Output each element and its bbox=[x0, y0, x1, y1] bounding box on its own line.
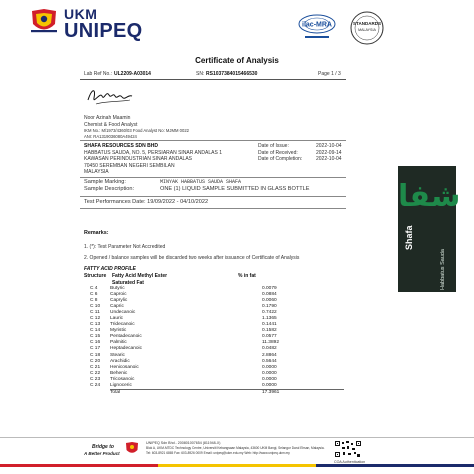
client-address-line-4: MALAYSIA bbox=[84, 169, 109, 175]
coa-authentication-qr-icon bbox=[334, 440, 362, 458]
client-address-line-3: 70450 SEREMBAN NEGERI SEMBILAN bbox=[84, 162, 175, 169]
percent-in-fat-cell: 0.0000 bbox=[262, 382, 277, 388]
date-completion-value: 2022-10-04 bbox=[316, 156, 342, 162]
structure-cell: C 18 bbox=[90, 352, 101, 358]
signatory-ikm: IKM No.: M/1973/4360/03 Food Analyst No: MJMM 0022 bbox=[84, 128, 189, 133]
divider bbox=[80, 208, 346, 209]
fatty-acid-table bbox=[82, 286, 344, 396]
remark-item-2: 2. Opened / balance samples will be discarded two weeks after issuance of Certificate of Analysis bbox=[84, 255, 300, 261]
fatty-acid-name-cell: Pentadecanoic bbox=[110, 334, 142, 340]
structure-cell: C 20 bbox=[90, 358, 101, 364]
fatty-acid-name-cell: Capric bbox=[110, 304, 124, 310]
fatty-acid-name-cell: Caprylic bbox=[110, 298, 128, 304]
percent-in-fat-cell: 0.0482 bbox=[262, 346, 277, 352]
signatory-ani: ANI: RA1319036080A49424 bbox=[84, 133, 137, 139]
percent-in-fat-cell: 0.1790 bbox=[262, 304, 277, 310]
fatty-acid-name-cell: Undecanoic bbox=[110, 310, 136, 316]
date-received-label: Date of Received: bbox=[258, 149, 298, 156]
lab-ref-label: Lab Ref No.: bbox=[84, 71, 113, 77]
footer-color-stripe bbox=[0, 464, 474, 467]
structure-cell: C 21 bbox=[90, 364, 101, 370]
fatty-acid-name-cell: Lignoceric bbox=[110, 382, 132, 388]
percent-in-fat-cell: 11.3892 bbox=[262, 340, 279, 346]
divider bbox=[80, 140, 346, 141]
percent-in-fat-cell: 2.8864 bbox=[262, 352, 277, 358]
date-of-issue-label: Date of Issue: bbox=[258, 143, 289, 149]
structure-cell: C 8 bbox=[90, 298, 98, 304]
fatty-acid-name-cell: Stearic bbox=[110, 352, 125, 358]
fatty-acid-name-cell: Henicosanoic bbox=[110, 364, 139, 370]
percent-in-fat-cell: 0.0577 bbox=[262, 334, 277, 340]
percent-in-fat-cell: 0.0000 bbox=[262, 370, 277, 376]
fatty-acid-name-cell: Heptadecanoic bbox=[110, 346, 143, 352]
standards-label: STANDARDS bbox=[353, 21, 381, 26]
divider bbox=[80, 177, 346, 178]
date-completion-label: Date of Completion: bbox=[258, 156, 303, 162]
footer-company: UNIPEQ Sdn Bhd - 200801007654 (811948-X) bbox=[146, 441, 221, 445]
structure-cell: C 4 bbox=[90, 286, 98, 292]
fatty-acid-name-cell: Caproic bbox=[110, 292, 127, 298]
shafa-sub-label: Habbatus Sauda bbox=[440, 249, 446, 290]
shafa-latin-label: Shafa bbox=[404, 225, 414, 250]
client-address-line-2: KAWASAN PERINDUSTRIAN SINAR ANDALAS bbox=[84, 156, 192, 162]
percent-in-fat-cell: 0.7422 bbox=[262, 310, 277, 316]
saturated-fat-subheading: Saturated Fat bbox=[112, 279, 144, 286]
date-of-issue-value: 2022-10-04 bbox=[316, 143, 342, 149]
col-header-fatty-acid: Fatty Acid Methyl Ester bbox=[112, 273, 168, 279]
structure-cell: C 6 bbox=[90, 292, 98, 298]
standards-sub-label: MALAYSIA bbox=[358, 28, 376, 32]
ukm-crest-icon bbox=[28, 8, 60, 36]
coa-authentication-label: COA Authentication bbox=[334, 460, 366, 464]
ilac-label: ilac-MRA bbox=[302, 21, 332, 29]
fatty-acid-name-cell: Behenic bbox=[110, 370, 128, 376]
signature-icon bbox=[86, 86, 134, 108]
structure-cell: C 15 bbox=[90, 334, 101, 340]
fatty-acid-name-cell: Myristic bbox=[110, 328, 127, 334]
ilac-mra-logo-icon bbox=[296, 10, 338, 46]
structure-cell: C 22 bbox=[90, 370, 101, 376]
percent-in-fat-cell: 0.0079 bbox=[262, 286, 277, 292]
fatty-acid-profile-heading: FATTY ACID PROFILE bbox=[84, 266, 136, 272]
lab-ref-value: UL2209-A03014 bbox=[114, 71, 151, 77]
total-value: 17.3961 bbox=[236, 389, 344, 396]
structure-cell: C 17 bbox=[90, 346, 101, 352]
total-spacer bbox=[82, 389, 110, 396]
footer-crest-icon bbox=[124, 442, 140, 456]
divider bbox=[80, 196, 346, 197]
footer-address: Blok A, UKM-MTDC Technology Centre, Universiti Kebangsaan Malaysia, 43600 UKM Bangi, Selangor Darul Ehsan, Malaysia. bbox=[146, 446, 325, 450]
structure-cell: C 14 bbox=[90, 328, 101, 334]
fatty-acid-name-cell: Palmitic bbox=[110, 340, 127, 346]
sample-marking-value: MINYAK HABBATUS SAUDA SHAFA bbox=[160, 179, 242, 185]
sample-marking-label: Sample Marking: bbox=[84, 179, 126, 185]
page-number: Page 1 / 3 bbox=[318, 71, 341, 77]
signatory-title: Chemist & Food Analyst bbox=[84, 121, 138, 128]
footer-slogan-line-2: A Better Product bbox=[84, 451, 120, 456]
sn-label: SN: bbox=[196, 71, 205, 77]
structure-cell: C 11 bbox=[90, 310, 100, 316]
divider bbox=[80, 79, 346, 80]
structure-cell: C 16 bbox=[90, 340, 101, 346]
document-title: Certificate of Analysis bbox=[195, 56, 279, 65]
structure-cell: C 24 bbox=[90, 383, 101, 388]
remarks-heading: Remarks: bbox=[84, 230, 109, 236]
client-address-line-1: HABBATUS SAUDA, NO. 5, PERSIARAN SINAR ANDALAS 1 bbox=[84, 149, 223, 156]
date-received-value: 2022-09-14 bbox=[316, 149, 342, 156]
standards-malaysia-logo-icon bbox=[346, 10, 388, 46]
percent-in-fat-cell: 0.0000 bbox=[262, 376, 277, 382]
percent-in-fat-cell: 0.0060 bbox=[262, 298, 277, 304]
sample-description-value: ONE (1) LIQUID SAMPLE SUBMITTED IN GLASS BOTTLE bbox=[160, 186, 310, 192]
structure-cell: C 12 bbox=[90, 316, 101, 322]
fatty-acid-name-cell: Butyric bbox=[110, 286, 125, 292]
percent-in-fat-cell: 0.0000 bbox=[262, 364, 277, 370]
test-performance-dates: Test Performances Date: 19/09/2022 - 04/10/2022 bbox=[84, 199, 209, 205]
footer-contact: Tel: 603-8921 6865 Fax: 603-8926 0009 Email: unipeq@ukm.edu.my Web: http://www.unipeq.ukm.my bbox=[146, 450, 290, 455]
sn-value: RS1037384015466530 bbox=[206, 71, 258, 77]
fatty-acid-name-cell: Tricosanoic bbox=[110, 376, 135, 382]
percent-in-fat-cell: 0.1441 bbox=[262, 322, 277, 328]
brand-top-text: UKM bbox=[64, 6, 98, 22]
sample-description-label: Sample Description: bbox=[84, 186, 135, 192]
brand-main-text: UNIPEQ bbox=[64, 20, 143, 42]
percent-in-fat-cell: 0.0884 bbox=[262, 292, 277, 298]
percent-in-fat-cell: 1.1365 bbox=[262, 316, 277, 322]
footer-slogan-line-1: Bridge to bbox=[92, 444, 114, 450]
fatty-acid-name-cell: Lauric bbox=[110, 316, 124, 322]
remark-item-1: 1. (*): Test Parameter Not Accredited bbox=[84, 244, 166, 250]
shafa-arabic-logo: شفا bbox=[398, 179, 461, 214]
signatory-name: Noor Azinah Maamin bbox=[84, 115, 131, 121]
percent-in-fat-cell: 0.1582 bbox=[262, 328, 277, 334]
fatty-acid-name-cell: Tridecanoic bbox=[110, 322, 135, 328]
col-header-percent: % in fat bbox=[238, 273, 256, 279]
client-company: SHAFA RESOURCES SDN BHD bbox=[84, 143, 158, 149]
total-label: Total bbox=[110, 389, 236, 396]
fatty-acid-name-cell: Arachidic bbox=[110, 358, 130, 364]
percent-in-fat-cell: 0.5644 bbox=[262, 358, 277, 364]
structure-cell: C 13 bbox=[90, 322, 101, 328]
fatty-acid-total-row bbox=[82, 389, 344, 396]
col-header-structure: Structure bbox=[84, 273, 107, 279]
footer-divider bbox=[0, 437, 474, 438]
structure-cell: C 10 bbox=[90, 304, 101, 310]
structure-cell: C 23 bbox=[90, 376, 101, 382]
